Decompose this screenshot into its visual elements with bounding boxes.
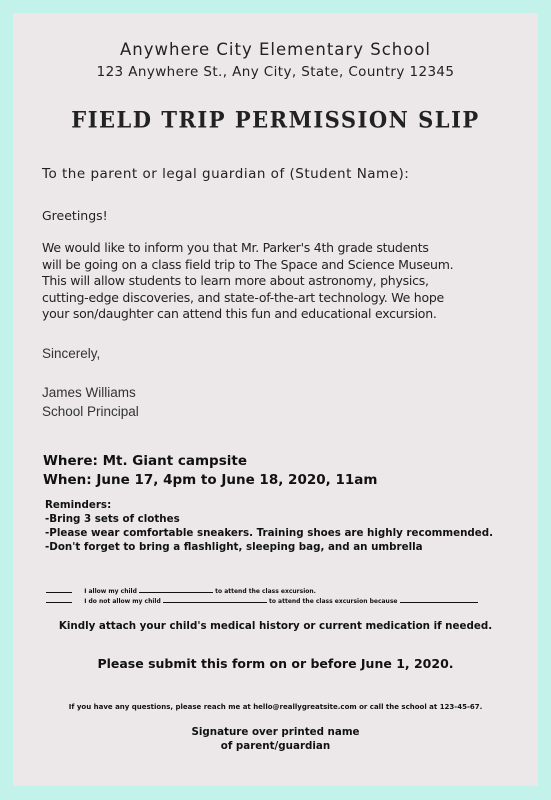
reminders xyxy=(45,498,493,554)
trip-details xyxy=(43,452,377,489)
signer-block xyxy=(42,383,139,421)
reminder-item: -Don't forget to bring a flashlight, sleeping bag, and an umbrella xyxy=(45,541,423,553)
school-name: Anywhere City Elementary School xyxy=(119,40,431,59)
reminders-heading: Reminders: xyxy=(45,499,112,511)
letter-body xyxy=(42,240,522,323)
signer-title: School Principal xyxy=(42,404,139,419)
body-line: We would like to inform you that Mr. Parker's 4th grade students xyxy=(42,240,429,255)
signer-name: James Williams xyxy=(42,385,136,400)
trip-dates: When: June 17, 4pm to June 18, 2020, 11am xyxy=(43,471,378,488)
deny-prefix: I do not allow my child xyxy=(84,598,161,605)
deny-suffix: to attend the class excursion because xyxy=(268,598,398,605)
contact-note: If you have any questions, please reach me at hello@reallygreatsite.com or call the school at 123-45-67. xyxy=(68,703,483,711)
reminder-item: -Please wear comfortable sneakers. Training shoes are highly recommended. xyxy=(45,527,494,539)
trip-location: Where: Mt. Giant campsite xyxy=(43,453,247,469)
body-line: cutting-edge discoveries, and state-of-the-art technology. We hope xyxy=(42,289,444,305)
addressee-line: To the parent or legal guardian of (Student Name): xyxy=(42,166,410,182)
allow-checkbox-blank[interactable] xyxy=(46,586,72,593)
allow-suffix: to attend the class excursion. xyxy=(215,588,316,595)
submission-deadline: Please submit this form on or before June 1, 2020. xyxy=(97,656,454,671)
consent-allow-row xyxy=(46,586,316,595)
medical-note: Kindly attach your child's medical history or current medication if needed. xyxy=(58,620,493,632)
signature-line-1: Signature over printed name xyxy=(191,726,360,738)
school-address: 123 Anywhere St., Any City, State, Country 12345 xyxy=(96,64,455,80)
signature-line-2: of parent/guardian xyxy=(220,740,331,752)
body-line: This will allow students to learn more about astronomy, physics, xyxy=(42,273,429,288)
greeting: Greetings! xyxy=(42,208,108,223)
allow-child-name-field[interactable] xyxy=(139,586,213,593)
body-line: will be going on a class field trip to The Space and Science Museum. xyxy=(42,256,454,272)
closing: Sincerely, xyxy=(42,346,101,361)
reminder-item: -Bring 3 sets of clothes xyxy=(45,513,180,525)
document-title: FIELD TRIP PERMISSION SLIP xyxy=(71,106,480,133)
allow-prefix: I allow my child xyxy=(84,588,137,595)
deny-checkbox-blank[interactable] xyxy=(46,596,72,603)
body-line: your son/daughter can attend this fun and educational excursion. xyxy=(42,306,437,321)
deny-child-name-field[interactable] xyxy=(163,596,267,603)
signature-caption xyxy=(0,725,551,753)
deny-reason-field[interactable] xyxy=(400,596,478,603)
consent-deny-row xyxy=(46,596,478,605)
